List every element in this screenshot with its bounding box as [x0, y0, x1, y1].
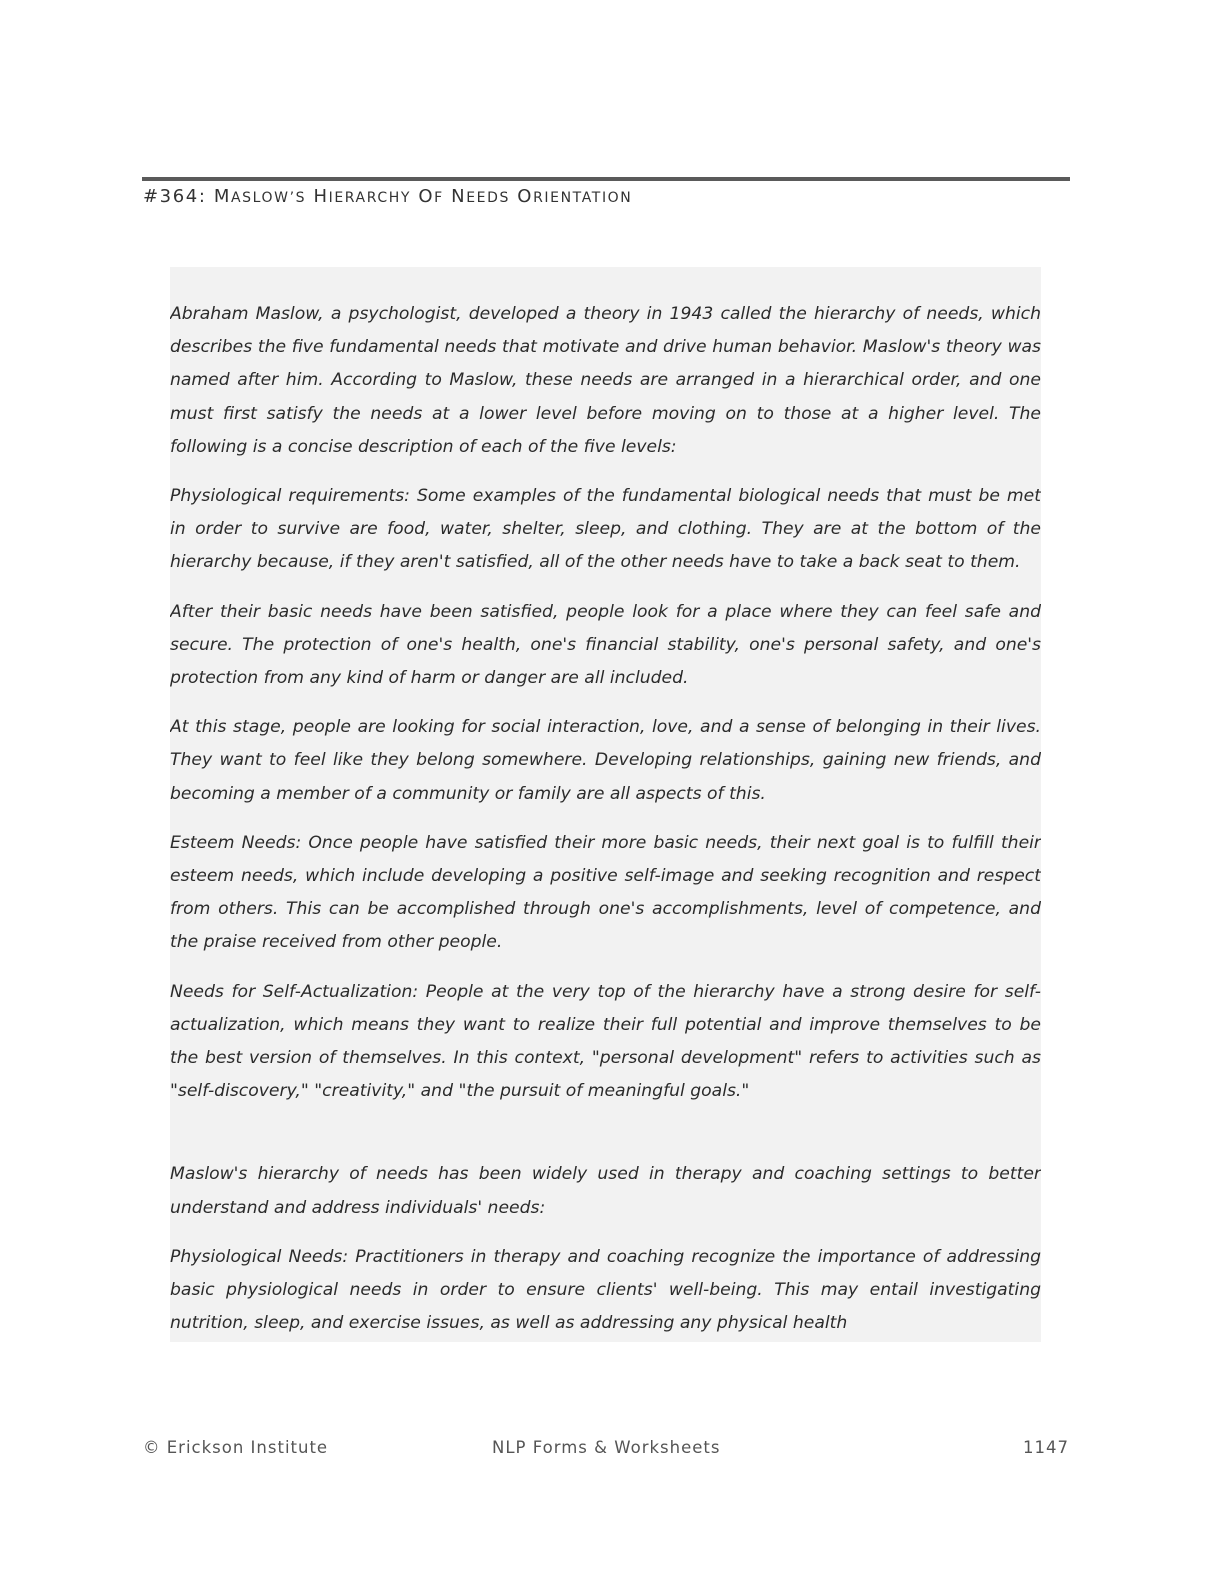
paragraph-physiological: Physiological requirements: Some examples of the fundamental biological needs that must be met in order to survive are food, water, shelter, sleep, and clothing. They are at the bottom of the hierarchy because, if they aren't satisfied, all of the other needs have to take a back seat to them. — [170, 486, 1041, 573]
header-rule — [142, 177, 1070, 181]
title-word-5-cap: O — [517, 186, 534, 207]
title-word-3-rest: F — [434, 190, 444, 206]
footer-page-number: 1147 — [1023, 1438, 1069, 1457]
paragraph-belonging: At this stage, people are looking for social interaction, love, and a sense of belonging in their lives. They want to feel like they belong somewhere. Developing relationships, gaining new friends, and becoming a member of a community or family are all aspects of this. — [170, 717, 1041, 804]
footer-copyright: © Erickson Institute — [143, 1438, 329, 1457]
title-word-2-rest: IERARCHY — [328, 190, 412, 206]
content-box — [170, 267, 1041, 1342]
paragraph-self-actualization: Needs for Self-Actualization: People at the very top of the hierarchy have a strong desire for self-actualization, which means they want to realize their full potential and improve themselves to be the best version of themselves. In this context, "personal development" refers to activities such as "self-discovery," "creativity," and "the pursuit of meaningful goals." — [170, 981, 1041, 1102]
title-word-1-cap: M — [213, 186, 231, 207]
paragraph-safety: After their basic needs have been satisfied, people look for a place where they can feel safe and secure. The protection of one's health, one's financial stability, one's personal safety, and one's protection from any kind of harm or danger are all included. — [170, 601, 1041, 689]
paragraph-esteem: Esteem Needs: Once people have satisfied their more basic needs, their next goal is to fulfill their esteem needs, which include developing a positive self-image and seeking recognition and respect from others. This can be accomplished through one's accomplishments, level of competence, and the praise received from other people. — [170, 832, 1041, 953]
title-word-3-cap: O — [418, 186, 435, 207]
paragraph-therapy-physiological: Physiological Needs: Practitioners in therapy and coaching recognize the importance of addressing basic physiological needs in order to ensure clients' well-being. This may entail investigating nutrition, sleep, and exercise issues, as well as addressing any physical health — [170, 1246, 1041, 1334]
content-text — [170, 267, 1041, 1340]
page-title — [143, 186, 632, 209]
paragraph-therapy-intro: Maslow's hierarchy of needs has been widely used in therapy and coaching settings to better understand and address individuals' needs: — [170, 1164, 1041, 1218]
title-word-2-cap: H — [313, 186, 329, 207]
title-word-4-cap: N — [451, 186, 467, 207]
title-word-1-rest: ASLOW’S — [230, 190, 307, 206]
title-word-5-rest: RIENTATION — [533, 190, 633, 206]
title-word-4-rest: EEDS — [466, 190, 510, 206]
paragraph-intro: Abraham Maslow, a psychologist, developed a theory in 1943 called the hierarchy of needs, which describes the five fundamental needs that motivate and drive human behavior. Maslow's theory was named after him. According to Maslow, these needs are arranged in a hierarchical order, and one must first satisfy the needs at a lower level before moving on to those at a higher level. The following is a concise description of each of the five levels: — [170, 304, 1041, 457]
title-number: #364: — [143, 186, 214, 207]
footer-book-title: NLP Forms & Worksheets — [492, 1438, 721, 1457]
